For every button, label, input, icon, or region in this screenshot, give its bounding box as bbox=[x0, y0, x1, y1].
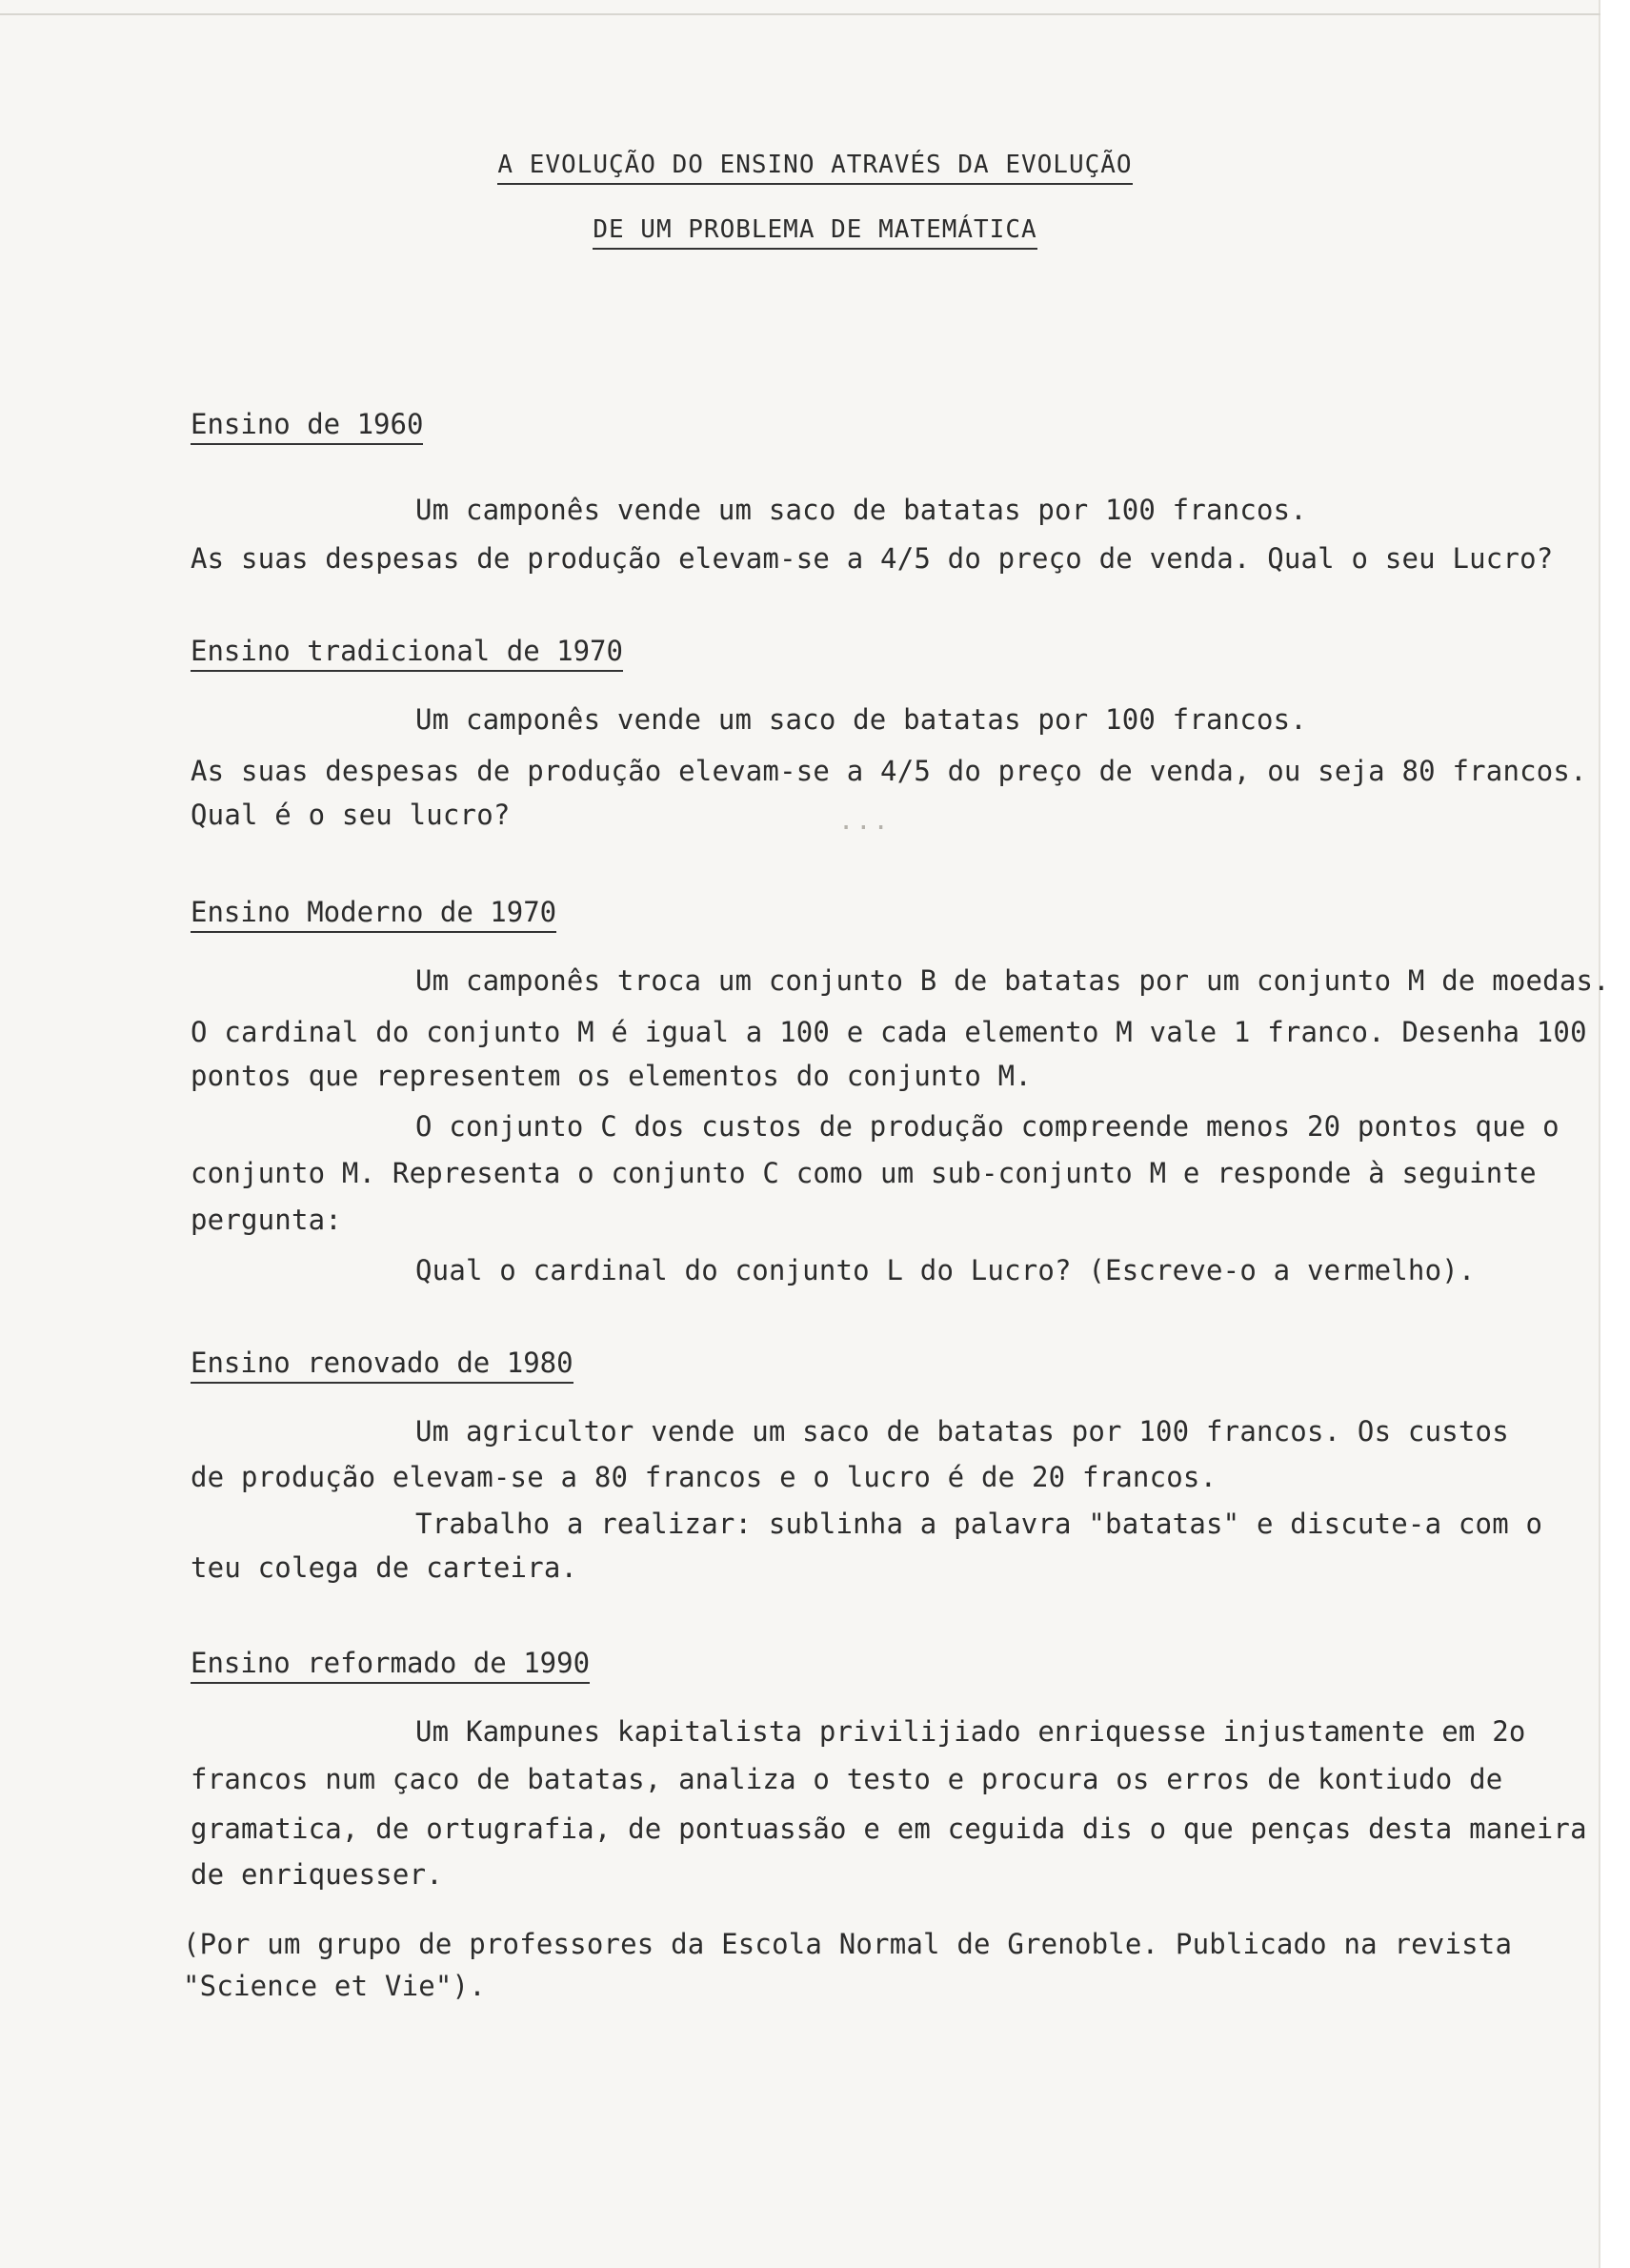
title-text-1: A EVOLUÇÃO DO ENSINO ATRAVÉS DA EVOLUÇÃO bbox=[497, 151, 1132, 185]
text-line: gramatica, de ortugrafia, de pontuassão e em ceguida dis o que penças desta maneira bbox=[191, 1812, 1587, 1845]
section-heading-reformado-1990: Ensino reformado de 1990 bbox=[191, 1647, 590, 1684]
text-line: O conjunto C dos custos de produção compreende menos 20 pontos que o bbox=[415, 1110, 1560, 1143]
text-line: Um agricultor vende um saco de batatas por 100 francos. Os custos bbox=[415, 1415, 1509, 1448]
title-line-2 bbox=[0, 215, 1630, 244]
paper-top-edge bbox=[0, 13, 1600, 15]
text-line: Qual é o seu lucro? bbox=[191, 799, 511, 831]
title-text-2: DE UM PROBLEMA DE MATEMÁTICA bbox=[593, 215, 1036, 250]
section-heading-renovado-1980: Ensino renovado de 1980 bbox=[191, 1347, 574, 1384]
source-line-2: "Science et Vie"). bbox=[183, 1970, 486, 2002]
title-line-1 bbox=[0, 151, 1630, 179]
text-line: Um Kampunes kapitalista privilijiado enriquesse injustamente em 2o bbox=[415, 1715, 1526, 1748]
text-line: Um camponês troca um conjunto B de batatas por um conjunto M de moedas. bbox=[415, 964, 1610, 997]
text-line: francos num çaco de batatas, analiza o testo e procura os erros de kontiudo de bbox=[191, 1763, 1503, 1795]
text-line: Um camponês vende um saco de batatas por 100 francos. bbox=[415, 494, 1307, 526]
text-line: O cardinal do conjunto M é igual a 100 e cada elemento M vale 1 franco. Desenha 100 bbox=[191, 1016, 1587, 1048]
text-line: teu colega de carteira. bbox=[191, 1551, 578, 1584]
text-line: de enriquesser. bbox=[191, 1858, 443, 1891]
section-heading-moderno-1970: Ensino Moderno de 1970 bbox=[191, 896, 556, 933]
text-line: de produção elevam-se a 80 francos e o lucro é de 20 francos. bbox=[191, 1461, 1217, 1493]
text-line: pergunta: bbox=[191, 1204, 342, 1236]
section-heading-1960: Ensino de 1960 bbox=[191, 408, 423, 445]
text-line: pontos que representem os elementos do conjunto M. bbox=[191, 1060, 1032, 1092]
text-line: As suas despesas de produção elevam-se a 4/5 do preço de venda. Qual o seu Lucro? bbox=[191, 542, 1554, 575]
section-heading-tradicional-1970: Ensino tradicional de 1970 bbox=[191, 635, 623, 672]
text-line: Um camponês vende um saco de batatas por 100 francos. bbox=[415, 703, 1307, 736]
text-line: Trabalho a realizar: sublinha a palavra "batatas" e discute-a com o bbox=[415, 1508, 1543, 1540]
text-line: As suas despesas de produção elevam-se a 4/5 do preço de venda, ou seja 80 francos. bbox=[191, 755, 1587, 787]
scan-background bbox=[1600, 0, 1630, 2268]
source-line-1: (Por um grupo de professores da Escola Normal de Grenoble. Publicado na revista bbox=[183, 1928, 1513, 1960]
text-line: conjunto M. Representa o conjunto C como um sub-conjunto M e responde à seguinte bbox=[191, 1157, 1537, 1189]
faint-margin-note: ... bbox=[838, 806, 891, 836]
text-line: Qual o cardinal do conjunto L do Lucro? (Escreve-o a vermelho). bbox=[415, 1254, 1476, 1286]
